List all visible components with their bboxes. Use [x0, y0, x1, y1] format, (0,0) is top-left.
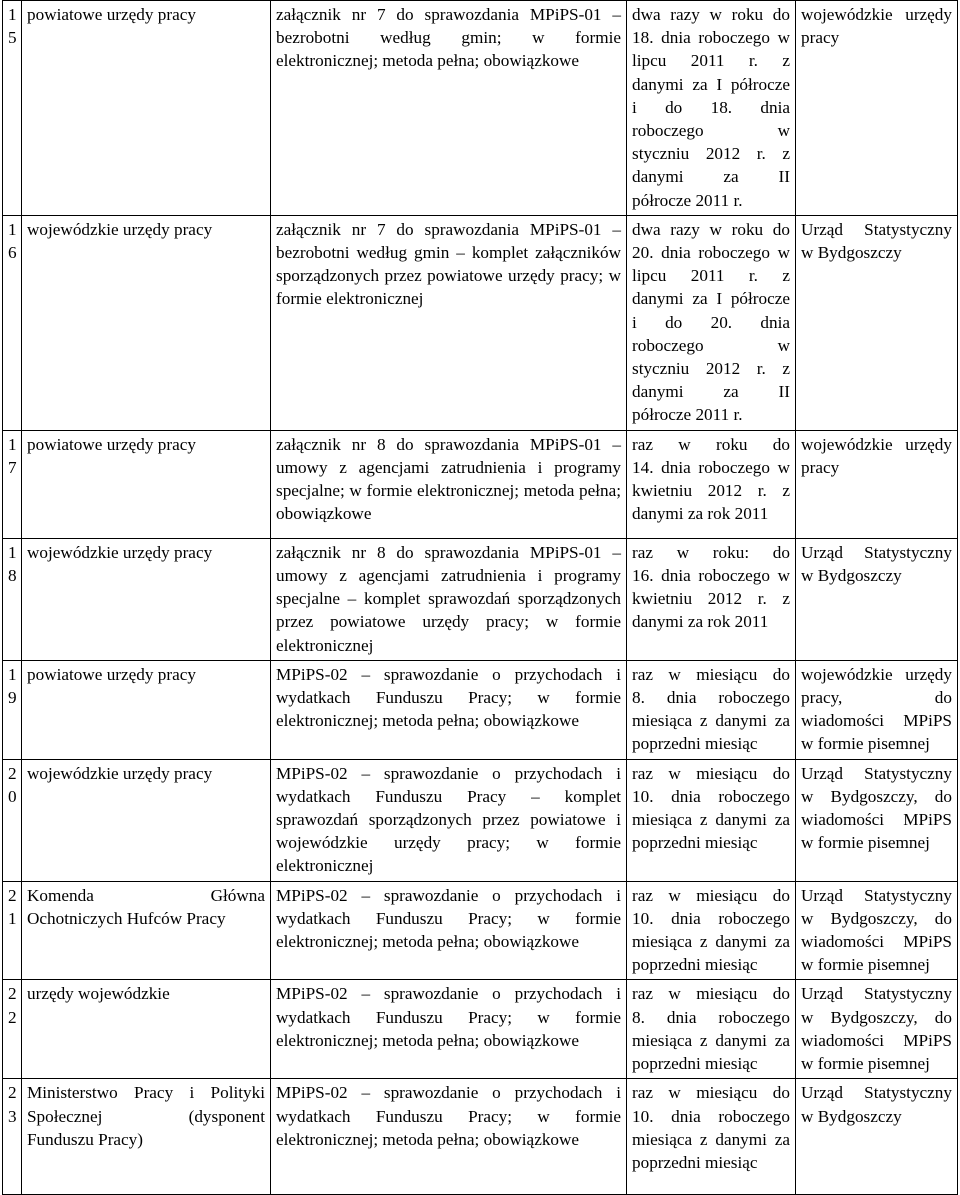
table-row	[3, 215, 958, 430]
reporting-unit: powiatowe urzędy pracy	[22, 1, 271, 216]
reporting-deadline: raz w miesiącu do 10. dnia roboczego miesiąca z danymi za poprzedni miesiąc	[627, 759, 796, 881]
table-row	[3, 1079, 958, 1195]
report-description: załącznik nr 7 do sprawozdania MPiPS-01 – bezrobotni według gmin – komplet załączników sporządzonych przez powiatowe urzędy pracy; w formie elektronicznej	[271, 215, 627, 430]
reporting-deadline: dwa razy w roku do 18. dnia roboczego w lipcu 2011 r. z danymi za I półrocze i do 18. dnia roboczego w styczniu 2012 r. z danymi za II półrocze 2011 r.	[627, 1, 796, 216]
report-recipient: Urząd Statystyczny w Bydgoszczy, do wiadomości MPiPS w formie pisemnej	[796, 881, 958, 980]
report-description: MPiPS-02 – sprawozdanie o przychodach i wydatkach Funduszu Pracy – komplet sprawozdań sporządzonych przez powiatowe i wojewódzkie urzędy pracy; w formie elektronicznej	[271, 759, 627, 881]
table-row	[3, 430, 958, 538]
reporting-deadline: raz w roku: do 16. dnia roboczego w kwietniu 2012 r. z danymi za rok 2011	[627, 538, 796, 660]
report-description: załącznik nr 8 do sprawozdania MPiPS-01 – umowy z agencjami zatrudnienia i programy specjalne – komplet sprawozdań sporządzonych przez powiatowe urzędy pracy; w formie elektronicznej	[271, 538, 627, 660]
row-number: 17	[3, 430, 22, 538]
row-number: 22	[3, 980, 22, 1079]
report-recipient: Urząd Statystyczny w Bydgoszczy, do wiadomości MPiPS w formie pisemnej	[796, 980, 958, 1079]
reporting-deadline: raz w miesiącu do 10. dnia roboczego miesiąca z danymi za poprzedni miesiąc	[627, 1079, 796, 1195]
report-recipient: Urząd Statystyczny w Bydgoszczy	[796, 215, 958, 430]
reporting-deadline: dwa razy w roku do 20. dnia roboczego w lipcu 2011 r. z danymi za I półrocze i do 20. dnia roboczego w styczniu 2012 r. z danymi za II półrocze 2011 r.	[627, 215, 796, 430]
row-number: 20	[3, 759, 22, 881]
reporting-unit: Ministerstwo Pracy i Polityki Społecznej (dysponent Funduszu Pracy)	[22, 1079, 271, 1195]
report-recipient: wojewódzkie urzędy pracy, do wiadomości MPiPS w formie pisemnej	[796, 660, 958, 759]
report-description: MPiPS-02 – sprawozdanie o przychodach i wydatkach Funduszu Pracy; w formie elektronicznej; metoda pełna; obowiązkowe	[271, 1079, 627, 1195]
reporting-unit: powiatowe urzędy pracy	[22, 660, 271, 759]
report-recipient: wojewódzkie urzędy pracy	[796, 1, 958, 216]
reporting-deadline: raz w miesiącu do 10. dnia roboczego miesiąca z danymi za poprzedni miesiąc	[627, 881, 796, 980]
report-recipient: wojewódzkie urzędy pracy	[796, 430, 958, 538]
row-number: 18	[3, 538, 22, 660]
reporting-unit: powiatowe urzędy pracy	[22, 430, 271, 538]
table-row	[3, 538, 958, 660]
reporting-unit: Komenda Główna Ochotniczych Hufców Pracy	[22, 881, 271, 980]
table-body	[3, 1, 958, 1195]
reporting-deadline: raz w roku do 14. dnia roboczego w kwietniu 2012 r. z danymi za rok 2011	[627, 430, 796, 538]
row-number: 21	[3, 881, 22, 980]
reporting-deadline: raz w miesiącu do 8. dnia roboczego miesiąca z danymi za poprzedni miesiąc	[627, 980, 796, 1079]
reporting-unit: urzędy wojewódzkie	[22, 980, 271, 1079]
report-description: MPiPS-02 – sprawozdanie o przychodach i wydatkach Funduszu Pracy; w formie elektronicznej; metoda pełna; obowiązkowe	[271, 980, 627, 1079]
row-number: 16	[3, 215, 22, 430]
row-number: 15	[3, 1, 22, 216]
report-description: MPiPS-02 – sprawozdanie o przychodach i wydatkach Funduszu Pracy; w formie elektronicznej; metoda pełna; obowiązkowe	[271, 660, 627, 759]
reporting-unit: wojewódzkie urzędy pracy	[22, 538, 271, 660]
table-row	[3, 1, 958, 216]
report-description: załącznik nr 7 do sprawozdania MPiPS-01 – bezrobotni według gmin; w formie elektronicznej; metoda pełna; obowiązkowe	[271, 1, 627, 216]
report-recipient: Urząd Statystyczny w Bydgoszczy	[796, 1079, 958, 1195]
row-number: 23	[3, 1079, 22, 1195]
report-recipient: Urząd Statystyczny w Bydgoszczy	[796, 538, 958, 660]
report-description: załącznik nr 8 do sprawozdania MPiPS-01 – umowy z agencjami zatrudnienia i programy specjalne; w formie elektronicznej; metoda pełna; obowiązkowe	[271, 430, 627, 538]
table-row	[3, 759, 958, 881]
row-number: 19	[3, 660, 22, 759]
table-row	[3, 660, 958, 759]
reporting-unit: wojewódzkie urzędy pracy	[22, 215, 271, 430]
reporting-deadline: raz w miesiącu do 8. dnia roboczego miesiąca z danymi za poprzedni miesiąc	[627, 660, 796, 759]
reporting-unit: wojewódzkie urzędy pracy	[22, 759, 271, 881]
report-description: MPiPS-02 – sprawozdanie o przychodach i wydatkach Funduszu Pracy; w formie elektronicznej; metoda pełna; obowiązkowe	[271, 881, 627, 980]
table-row	[3, 881, 958, 980]
table-row	[3, 980, 958, 1079]
reporting-schedule-table	[2, 0, 958, 1195]
report-recipient: Urząd Statystyczny w Bydgoszczy, do wiadomości MPiPS w formie pisemnej	[796, 759, 958, 881]
